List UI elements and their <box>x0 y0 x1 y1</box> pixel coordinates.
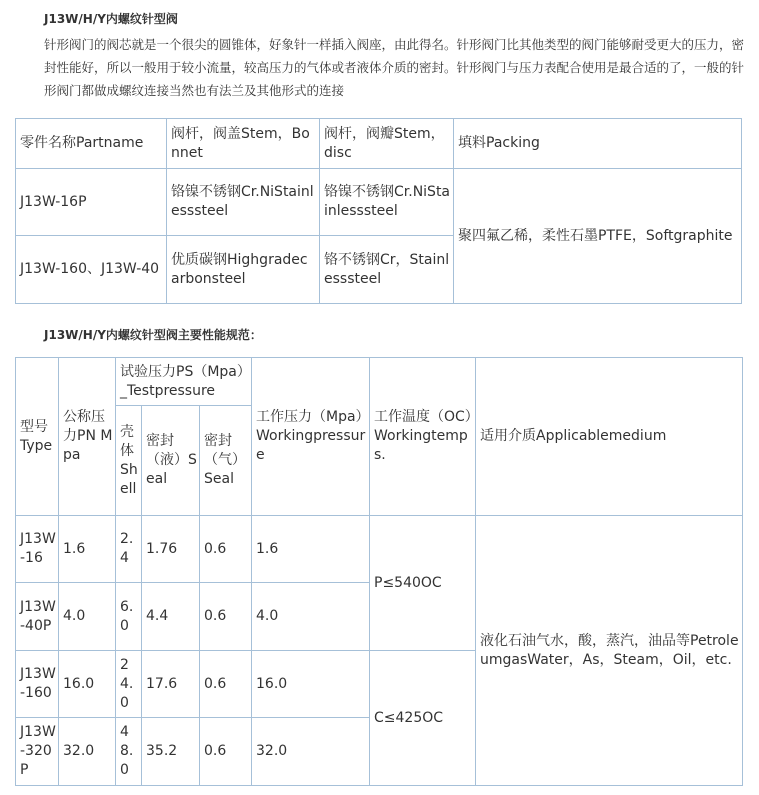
pn-cell: 1.6 <box>59 516 116 583</box>
working-pressure-cell: 16.0 <box>252 651 370 718</box>
header-cell-working-temp: 工作温度（OC）Workingtemps. <box>370 358 476 516</box>
type-cell: J13W-40P <box>16 583 59 651</box>
specs-title: J13W/H/Y内螺纹针型阀主要性能规范： <box>44 328 262 342</box>
working-pressure-cell: 32.0 <box>252 718 370 786</box>
type-cell: J13W-320P <box>16 718 59 786</box>
pn-cell: 32.0 <box>59 718 116 786</box>
header-cell-type: 型号Type <box>16 358 59 516</box>
header-cell-working-pressure: 工作压力（Mpa）Workingpressure <box>252 358 370 516</box>
header-cell-shell: 壳体Shell <box>116 406 142 516</box>
header-cell-seal-gas: 密封（气）Seal <box>200 406 252 516</box>
seal-liquid-cell: 17.6 <box>142 651 200 718</box>
stem-bonnet-cell: 优质碳钢Highgradecarbonsteel <box>167 236 320 304</box>
table-row <box>16 516 743 583</box>
performance-spec-table <box>15 357 743 786</box>
header-cell-nominal-pressure: 公称压力PN Mpa <box>59 358 116 516</box>
seal-gas-cell: 0.6 <box>200 718 252 786</box>
seal-liquid-cell: 4.4 <box>142 583 200 651</box>
section-title: J13W/H/Y内螺纹针型阀 <box>44 12 178 26</box>
table-row <box>16 169 742 236</box>
type-cell: J13W-160 <box>16 651 59 718</box>
seal-liquid-cell: 1.76 <box>142 516 200 583</box>
working-pressure-cell: 1.6 <box>252 516 370 583</box>
header-cell-packing: 填料Packing <box>454 119 742 169</box>
pn-cell: 16.0 <box>59 651 116 718</box>
shell-cell: 48.0 <box>116 718 142 786</box>
stem-bonnet-cell: 铬镍不锈钢Cr.NiStainlesssteel <box>167 169 320 236</box>
type-cell: J13W-16 <box>16 516 59 583</box>
model-cell: J13W-16P <box>16 169 167 236</box>
medium-cell: 液化石油气水，酸，蒸汽，油品等PetroleumgasWater，As，Steam，Oil，etc. <box>476 516 743 786</box>
pn-cell: 4.0 <box>59 583 116 651</box>
stem-disc-cell: 铬不锈钢Cr，Stainlesssteel <box>320 236 454 304</box>
header-cell-seal-liquid: 密封（液）Seal <box>142 406 200 516</box>
seal-gas-cell: 0.6 <box>200 516 252 583</box>
working-temp-cell: C≤425OC <box>370 651 476 786</box>
seal-liquid-cell: 35.2 <box>142 718 200 786</box>
header-cell-partname: 零件名称Partname <box>16 119 167 169</box>
shell-cell: 24.0 <box>116 651 142 718</box>
stem-disc-cell: 铬镍不锈钢Cr.NiStainlesssteel <box>320 169 454 236</box>
working-pressure-cell: 4.0 <box>252 583 370 651</box>
intro-paragraph: 针形阀门的阀芯就是一个很尖的圆锥体，好象针一样插入阀座，由此得名。针形阀门比其他类型的阀门能够耐受更大的压力，密封性能好，所以一般用于较小流量，较高压力的气体或者液体介质的密封。针形阀门与压力表配合使用是最合适的了，一般的针形阀门都做成螺纹连接当然也有法兰及其他形式的连接 <box>44 37 745 98</box>
parts-material-table <box>15 118 742 304</box>
header-cell-stem-disc: 阀杆，阀瓣Stem，disc <box>320 119 454 169</box>
shell-cell: 6.0 <box>116 583 142 651</box>
model-cell: J13W-160、J13W-40 <box>16 236 167 304</box>
packing-cell: 聚四氟乙稀，柔性石墨PTFE，Softgraphite <box>454 169 742 304</box>
header-cell-test-pressure: 试验压力PS（Mpa）_Testpressure <box>116 358 252 406</box>
seal-gas-cell: 0.6 <box>200 583 252 651</box>
working-temp-cell: P≤540OC <box>370 516 476 651</box>
table-header-row <box>16 119 742 169</box>
seal-gas-cell: 0.6 <box>200 651 252 718</box>
shell-cell: 2.4 <box>116 516 142 583</box>
header-cell-medium: 适用介质Applicablemedium <box>476 358 743 516</box>
table-header-row <box>16 358 743 406</box>
header-cell-stem-bonnet: 阀杆，阀盖Stem，Bonnet <box>167 119 320 169</box>
